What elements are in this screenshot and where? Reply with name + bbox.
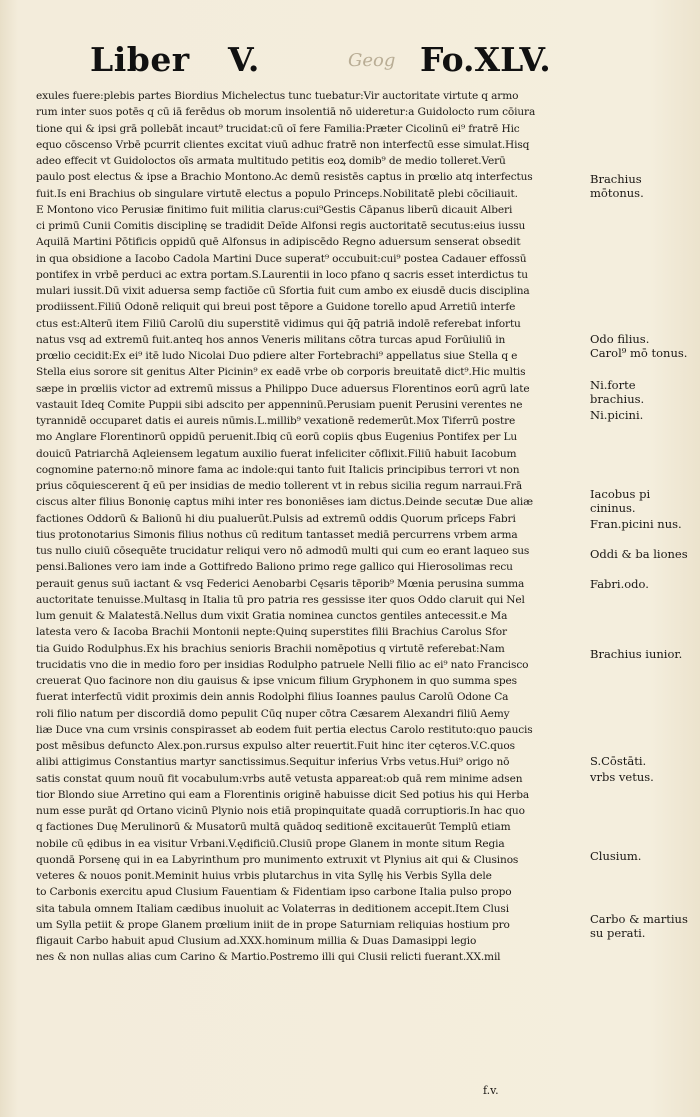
text-line: sita tabula omnem Italiam cædibus inuoluit ac Volaterras in deditionem accepit.Item Clusi [36,902,509,915]
text-line: quondā Porsenę qui in ea Labyrinthum pro munimento extruxit vt Plynius ait qui & Clusinos [36,853,519,866]
text-line: to Carbonis exercitu apud Clusium Fauentiam & Fidentiam ipso carbone Italia pulso propo [36,886,512,899]
text-line: um Sylla petiit & prope Glanem prœlium iniit de in prope Saturniam reliquias hostium pro [36,918,510,931]
text-line: tia Guido Rodulphus.Ex his brachius senioris Brachii nomēpotius q virtutē referebat:Nam [36,642,505,655]
text-line: nes & non nullas alias cum Carino & Martio.Postremo illi qui Clusii relicti fuerant.XX.mil [36,951,501,964]
text-line: mulari iussit.Dū vixit aduersa semp factiōe cū Sfortia fuit cum ambo ex eiusdē ducis disciplina [36,285,530,297]
text-line: auctoritate tenuisse.Multasq in Italia tū pro patria res gessisse iter quos Oddo claruit qui Nel [36,593,525,606]
text-line: roli filio natum per discordiā domo pepulit Cūq nuper cōtra Cæsarem Alexandri filiū Aemy [36,707,510,720]
margin-note: Odo filius. Carol⁹ mō tonus. [590,332,688,360]
text-line: natus vsq ad extremū fuit.anteq hos annos Veneris militans cōtra turcas apud Forūiuliū in [36,333,506,346]
text-line: satis constat quum nouū fit vocabulum:vrbs autē vetusta appareat:ob quā rem minime adsen [36,772,523,785]
signature-mark: f.v. [483,1084,499,1097]
text-line: tus nullo ciuiū cōsequēte trucidatur reliqui vero nō admodū multi qui cum eo erant laqueo sus [36,545,530,557]
text-line: latesta vero & Iacoba Brachii Montonii nepte:Quinq superstites filii Brachius Carolus Sfor [36,626,507,639]
margin-note: Fran.picini nus. [590,517,682,531]
text-line: mo Anglare Florentinorū oppidū peruenit.Ibiq cū eorū copiis qbus Eugenius Pontifex per Lu [36,431,518,444]
text-line: tyrannidē occuparet datis ei aureis nūmis.L.millib⁹ vexationē redemerūt.Mox Tiferrū postre [36,415,516,427]
text-line: q factiones Duę Merulinorū & Musatorū multā quādoq seditionē excitauerūt Templū etiam [36,821,511,834]
margin-note: S.Cōstāti. [590,754,647,768]
text-line: paulo post electus & ipse a Brachio Montono.Ac demū resistēs captus in prœlio atq interfectus [36,171,533,184]
text-line: fuit.Is eni Brachius ob singulare virtutē electus a populo Princeps.Nobilitatē plebi cōciliauit. [36,187,518,200]
faint-stamp: Geog [348,50,396,71]
text-line: alibi attigimus Constantius martyr sanctissimus.Sequitur inferius Vrbs vetus.Hui⁹ origo nō [36,756,510,769]
text-line: tius protonotarius Simonis filius nothus cū reditum tantasset mediā percurrens vrbem arma [36,528,518,541]
text-line: tior Blondo siue Arretino qui eam a Florentinis originē habuisse dicit Sed potius his qui Herba [36,788,529,801]
margin-note: Clusium. [590,849,642,863]
main-text-column [36,88,584,966]
margin-note: Carbo & martius su perati. [590,912,688,940]
text-line: veteres & nouos ponit.Meminit huius vrbis plutarchus in vita Syllę his Verbis Sylla dele [36,870,492,882]
header-folio-number: Fo.XLV. [420,40,551,79]
text-line: vastauit Ideq Comite Puppii sibi adscito per appenninū.Perusiam puenit Perusini verentes ne [36,398,523,411]
margin-note: Brachius iunior. [590,647,683,661]
text-line: pensi.Baliones vero iam inde a Gottifredo Baliono primo rege gallico qui Hierosolimas recu [36,561,513,574]
text-line: nobile cū ędibus in ea visitur Vrbani.V.ędificiū.Clusiū prope Glanem in monte situm Regia [36,837,505,850]
text-line: perauit genus suū iactant & vsq Federici Aenobarbi Cęsaris tēporib⁹ Mœnia perusina summa [36,577,525,590]
header-book-number: V. [228,40,260,79]
text-line: Aquilā Martini Pōtificis oppidū quē Alfonsus in adipiscēdo Regno aduersum senserat obsedit [36,236,521,249]
text-line: cognomine paterno:nō minore fama ac indole:qui tanto fuit Italicis principibus terrori vt non [36,463,520,476]
text-line: prodiissent.Filiū Odonē reliquit qui breui post tēpore a Guidone torello apud Arretiū interfe [36,301,516,314]
text-line: rum inter suos potēs q cū iā ferēdus ob morum insolentiā nō uideretur:a Guidolocto rum cōiura [36,106,536,119]
text-line: post mēsibus defuncto Alex.pon.rursus expulso alter reuertit.Fuit hinc iter cęteros.V.C.quos [36,740,515,752]
text-line: ci primū Cunii Comitis disciplinę se tradidit Deīde Alfonsi regis auctoritatē secutus:eius iussu [36,220,526,232]
text-line: liæ Duce vna cum vrsinis conspirasset ab eodem fuit pertia electus Carolo restituto:quo paucis [36,723,533,736]
text-line: douicū Patriarchā Aqleiensem legatum auxilio fuerat infeliciter cōflixit.Filiū habuit Iacobum [36,447,517,460]
text-line: lum genuit & Malatestā.Nellus dum vixit Gratia nominea cunctos gentiles antecessit.e Ma [36,610,508,622]
text-line: fuerat interfectū vidit proximis dein annis Rodolphi filius Ioannes paulus Carolū Odone Ca [36,691,509,704]
text-line: in qua obsidione a Iacobo Cadola Martini Duce superat⁹ occubuit:cui⁹ postea Cadauer effossū [36,252,527,265]
text-line: num esse purāt qd Ortano vicinū Plynio nois etiā propinquitate quadā corruptioris.In hac quo [36,805,525,817]
text-line: sæpe in prœliis victor ad extremū missus a Philippo Duce aduersus Florentinos eorū agrū late [36,382,530,395]
header-book-label: Liber [90,40,190,79]
text-line: exules fuere:plebis partes Biordius Michelectus tunc tuebatur:Vir auctoritate virtute q armo [36,90,519,102]
margin-note: Fabri.odo. [590,577,649,591]
text-line: pontifex in vrbē perduci ac extra portam.S.Laurentii in loco pfano q sacris esset interdictus tu [36,268,528,281]
text-line: fligauit Carbo habuit apud Clusium ad.XXX.hominum millia & Duas Damasippi legio [36,935,477,947]
page-header [90,40,570,84]
margin-note: Iacobus pi cininus. [590,487,651,515]
text-line: prœlio cecidit:Ex ei⁹ itē ludo Nicolai Duo pdiere alter Fortebrachi⁹ appellatus siue Stella q e [36,350,518,362]
margin-note: Ni.forte brachius. [590,378,645,406]
margin-note: vrbs vetus. [590,770,654,784]
margin-note: Ni.picini. [590,408,644,422]
text-line: tione qui & ipsi grā pollebāt incaut⁹ trucidat:cū oī fere Familia:Præter Cicolinū ei⁹ fratrē Hic [36,122,520,135]
text-line: equo cōscenso Vrbē pcurrit clientes excitat viuū adhuc fratrē non interfectū esse simulat.Hisq [36,138,530,151]
text-line: trucidatis vno die in medio foro per insidias Rodulpho patruele Nelli filio ac ei⁹ nato Francisco [36,658,529,671]
text-line: ciscus alter filius Bononię captus mihi inter res bononiēses iam dictus.Deinde secutæ Due aliæ [36,496,533,509]
text-line: factiones Oddorū & Balionū hi diu pualuerūt.Pulsis ad extremū oddis Quorum prīceps Fabri [36,512,516,525]
text-line: adeo effecit vt Guidoloctos oīs armata multitudo petitis eoꝝ domib⁹ de medio tolleret.Verū [36,155,506,167]
text-line: Stella eius sorore sit genitus Alter Picinin⁹ ex eadē vrbe ob corporis breuitatē dict⁹.Hic multis [36,366,526,379]
text-line: ctus est:Alterū item Filiū Carolū diu superstitē vidimus qui q̄q̄ patriā indolē referebat infortu [36,317,521,330]
text-line: E Montono vico Perusiæ finitimo fuit militia clarus:cui⁹Gestis Cāpanus liberū dicauit Alberi [36,203,513,216]
text-line: creuerat Quo facinore non diu gauisus & ipse vnicum filium Gryphonem in quo summa spes [36,675,517,687]
text-line: prius cōquiescerent q̄ eū per insidias de medio tollerent vt in rebus sicilia regum narraui.Frā [36,480,523,492]
margin-note: Brachius mōtonus. [590,172,644,200]
margin-note: Oddi & ba liones [590,547,688,561]
